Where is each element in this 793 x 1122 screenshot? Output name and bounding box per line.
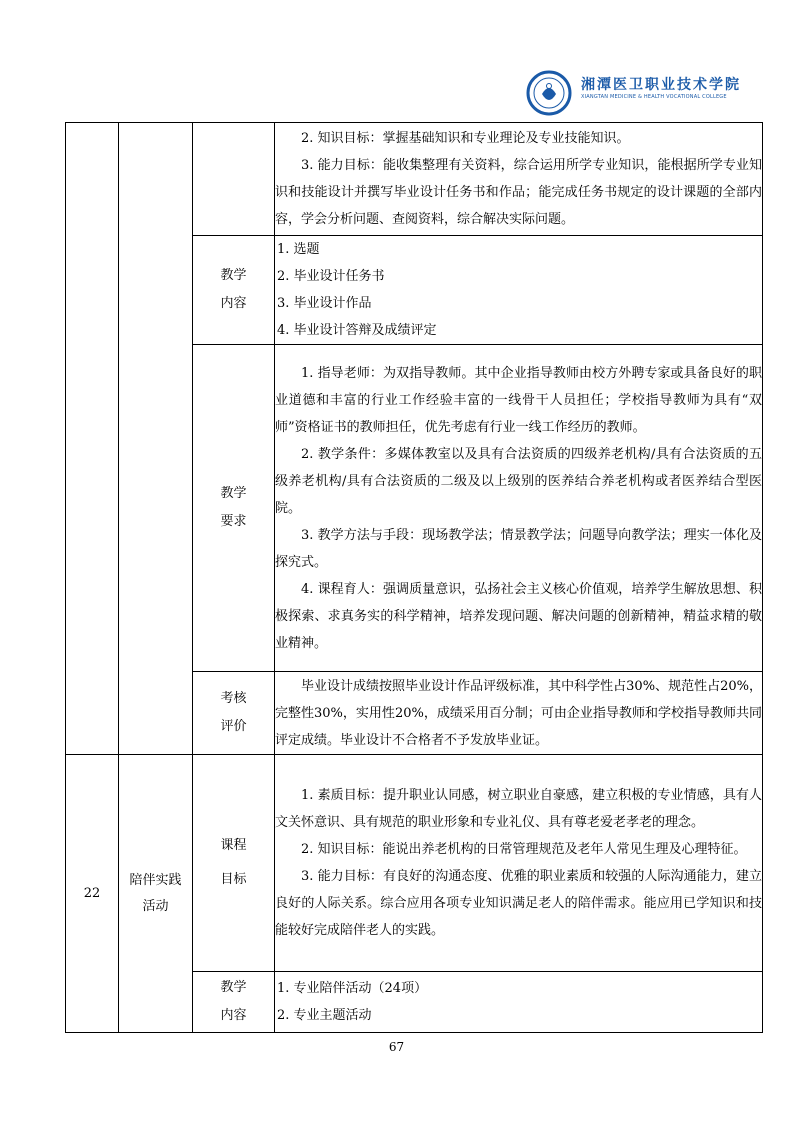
content-label: 教学 内容 <box>193 236 275 345</box>
content-item: 2. 毕业设计任务书 <box>277 269 385 284</box>
goal-label: 课程 目标 <box>193 755 275 972</box>
content-item: 4. 毕业设计答辩及成绩评定 <box>277 323 437 338</box>
content-cell <box>275 972 763 1033</box>
requirements-label: 教学 要求 <box>193 345 275 672</box>
curriculum-table <box>65 122 763 1033</box>
college-name-en: XIANGTAN MEDICINE & HEALTH VOCATIONAL COLLEGE <box>581 94 727 100</box>
goal-item: 3. 能力目标：能收集整理有关资料，综合运用所学专业知识，能根据所学专业知识和技能设计并撰写毕业设计任务书和作品；能完成任务书规定的设计课题的全部内容，学会分析问题、查阅资料，综合解决实际问题。 <box>275 158 762 227</box>
course-number-cell <box>66 123 119 755</box>
page-number: 67 <box>388 1040 405 1054</box>
table-row <box>66 123 763 236</box>
evaluation-label: 考核 评价 <box>193 672 275 755</box>
college-logo <box>526 70 741 116</box>
goals-cell <box>275 755 763 972</box>
requirements-cell <box>275 345 763 672</box>
content-item: 1. 选题 <box>277 242 320 257</box>
goals-cell <box>275 123 763 236</box>
evaluation-cell <box>275 672 763 755</box>
content-item: 1. 专业陪伴活动（24项） <box>277 981 428 996</box>
goal-item: 1. 素质目标：提升职业认同感，树立职业自豪感，建立积极的专业情感，具有人文关怀意识、具有规范的职业形象和专业礼仪、具有尊老爱老孝老的理念。 <box>275 788 762 830</box>
requirement-item: 4. 课程育人：强调质量意识，弘扬社会主义核心价值观，培养学生解放思想、积极探索、求真务实的科学精神，培养发现问题、解决问题的创新精神，精益求精的敬业精神。 <box>275 581 762 651</box>
requirement-item: 2. 教学条件：多媒体教室以及具有合法资质的四级养老机构/具有合法资质的五级养老机构/具有合法资质的二级及以上级别的医养结合养老机构或者医养结合型医院。 <box>275 446 762 516</box>
goal-item: 2. 知识目标：能说出养老机构的日常管理规范及老年人常见生理及心理特征。 <box>301 842 747 857</box>
content-item: 3. 毕业设计作品 <box>277 296 372 311</box>
category-cell <box>193 123 275 236</box>
content-label: 教学 内容 <box>193 972 275 1033</box>
requirement-item: 1. 指导老师：为双指导教师。其中企业指导教师由校方外聘专家或具备良好的职业道德和丰富的行业工作经验丰富的一线骨干人员担任；学校指导教师为具有“双师”资格证书的教师担任，优先考虑有行业一线工作经历的教师。 <box>275 365 762 435</box>
content-item: 2. 专业主题活动 <box>277 1008 372 1023</box>
college-name: 湘潭医卫职业技术学院 <box>581 77 741 93</box>
goal-item: 2. 知识目标：掌握基础知识和专业理论及专业技能知识。 <box>301 131 630 146</box>
evaluation-text: 毕业设计成绩按照毕业设计作品评级标准，其中科学性占30%、规范性占20%，完整性30%，实用性20%，成绩采用百分制；可由企业指导教师和学校指导教师共同评定成绩。毕业设计不合格者不予发放毕业证。 <box>275 678 762 748</box>
table-row <box>66 755 763 972</box>
course-name-cell <box>119 123 193 755</box>
course-name: 陪伴实践 活动 <box>119 755 193 1033</box>
course-number: 22 <box>66 755 119 1033</box>
goal-item: 3. 能力目标：有良好的沟通态度、优雅的职业素质和较强的人际沟通能力，建立良好的人际关系。综合应用各项专业知识满足老人的陪伴需求。能应用已学知识和技能较好完成陪伴老人的实践。 <box>275 869 762 938</box>
content-cell <box>275 236 763 345</box>
requirement-item: 3. 教学方法与手段：现场教学法；情景教学法；问题导向教学法；理实一体化及探究式。 <box>275 527 762 570</box>
college-emblem-icon <box>526 70 572 116</box>
